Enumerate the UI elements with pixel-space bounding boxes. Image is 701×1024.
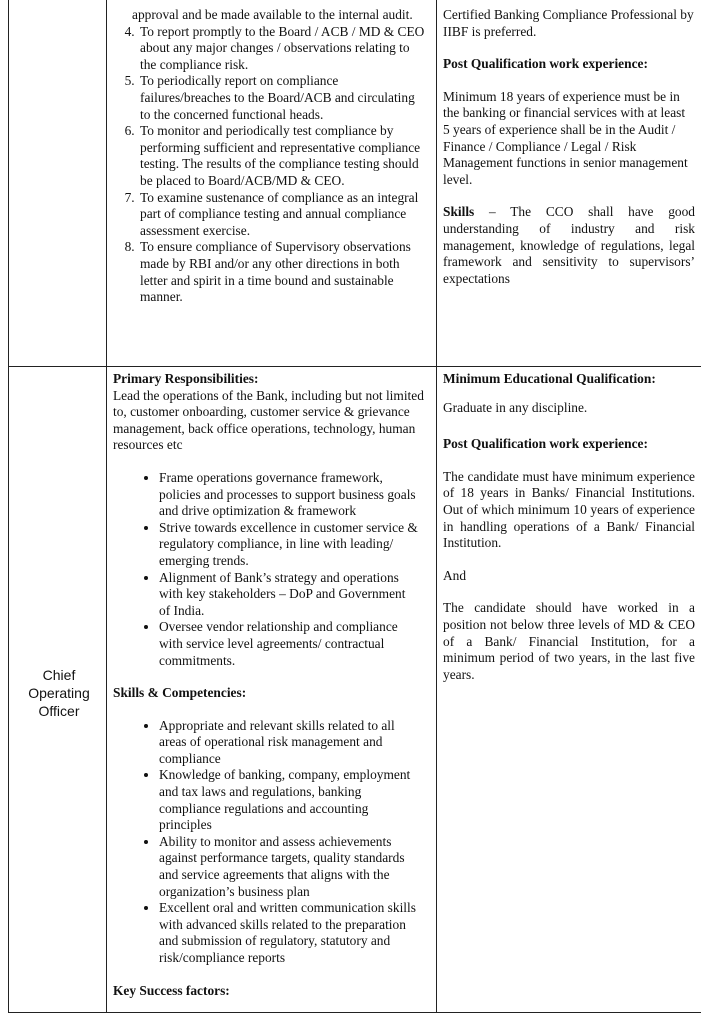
skills-competencies-heading: Skills & Competencies: bbox=[113, 685, 247, 701]
post-qualification-text: Minimum 18 years of experience must be in the banking or financial services with at least 5 years of experience shall be in the Audit / Finance / Compliance / Legal / Risk Management functions in senior management level. bbox=[443, 88, 688, 187]
table-row-divider bbox=[8, 366, 701, 367]
experience-text-1: The candidate must have minimum experience of 18 years in Banks/ Financial Institutions. Out of which minimum 10 years of experience in handling operations of a Bank/ Financial Institution. bbox=[443, 468, 695, 551]
experience-text-2: The candidate should have worked in a position not below three levels of MD & CEO of a Bank/ Financial Institution, for a minimum period of two years, in the last five years. bbox=[443, 600, 695, 682]
table-divider-2 bbox=[436, 0, 437, 1012]
and-text: And bbox=[443, 567, 467, 583]
primary-responsibilities-heading: Primary Responsibilities: bbox=[113, 371, 259, 386]
education-text: Graduate in any discipline. bbox=[443, 399, 588, 415]
role-title: Chief Operating Officer bbox=[28, 667, 90, 719]
list-item: • Ability to monitor and assess achievements against performance targets, quality standards and service agreements that aligns with the organization’s business plan bbox=[159, 834, 419, 900]
skills-label: Skills bbox=[443, 204, 475, 220]
education-heading: Minimum Educational Qualification: bbox=[443, 371, 656, 386]
post-qualification-heading: Post Qualification work experience: bbox=[443, 56, 648, 72]
coo-responsibilities-cell bbox=[113, 371, 429, 999]
cco-qualification-cell bbox=[443, 7, 695, 287]
table-border-left bbox=[8, 0, 9, 1012]
skills-competencies-list bbox=[113, 718, 419, 967]
list-item: 6. To monitor and periodically test compliance by performing sufficient and representative compliance testing. The results of the compliance testing should be placed to Board/ACB/MD & CEO. bbox=[138, 123, 428, 189]
list-item: • Alignment of Bank’s strategy and operations with key stakeholders – DoP and Government of India. bbox=[159, 570, 419, 620]
post-qualification-heading: Post Qualification work experience: bbox=[443, 436, 648, 452]
list-item: • Excellent oral and written communication skills with advanced skills related to the preparation and submission of regulatory, statutory and risk/compliance reports bbox=[159, 900, 419, 966]
list-item: • Appropriate and relevant skills related to all areas of operational risk management and compliance bbox=[159, 718, 419, 768]
cco-duties-cell bbox=[112, 7, 428, 306]
table-divider-1 bbox=[106, 0, 107, 1012]
list-item: 5. To periodically report on compliance failures/breaches to the Board/ACB and circulating to the concerned functional heads. bbox=[138, 73, 428, 123]
key-success-factors-heading: Key Success factors: bbox=[113, 982, 230, 998]
qualification-continuation: Certified Banking Compliance Professional by IIBF is preferred. bbox=[443, 7, 694, 39]
skills-paragraph bbox=[443, 204, 695, 287]
list-item: 4. To report promptly to the Board / ACB / MD & CEO about any major changes / observations relating to the compliance risk. bbox=[138, 24, 428, 74]
skills-text: – The CCO shall have good understanding of industry and risk management, knowledge of regulations, legal framework and sensitivity to supervisors’ expectations bbox=[443, 204, 695, 286]
list-item: • Strive towards excellence in customer service & regulatory compliance, in line with leading/ emerging trends. bbox=[159, 520, 419, 570]
primary-responsibilities-list bbox=[113, 470, 419, 669]
coo-qualification-cell bbox=[443, 371, 695, 683]
list-item: • Oversee vendor relationship and compliance with service level agreements/ contractual commitments. bbox=[159, 619, 419, 669]
list-item: 7. To examine sustenance of compliance as an integral part of compliance testing and annual compliance assessment exercise. bbox=[138, 190, 428, 240]
list-item: • Frame operations governance framework, policies and processes to support business goals and drive optimization & framework bbox=[159, 470, 419, 520]
primary-responsibilities-intro: Lead the operations of the Bank, including but not limited to, customer onboarding, customer service & grievance management, back office operations, technology, human resources etc bbox=[113, 387, 424, 453]
list-item: • Knowledge of banking, company, employment and tax laws and regulations, banking compliance regulations and accounting principles bbox=[159, 767, 419, 833]
duties-list bbox=[112, 24, 428, 306]
list-item: 8. To ensure compliance of Supervisory observations made by RBI and/or any other directions in both letter and spirit in a time bound and sustainable manner. bbox=[138, 239, 428, 305]
duty-continuation: approval and be made available to the internal audit. bbox=[132, 7, 413, 22]
table-border-bottom bbox=[8, 1012, 701, 1013]
